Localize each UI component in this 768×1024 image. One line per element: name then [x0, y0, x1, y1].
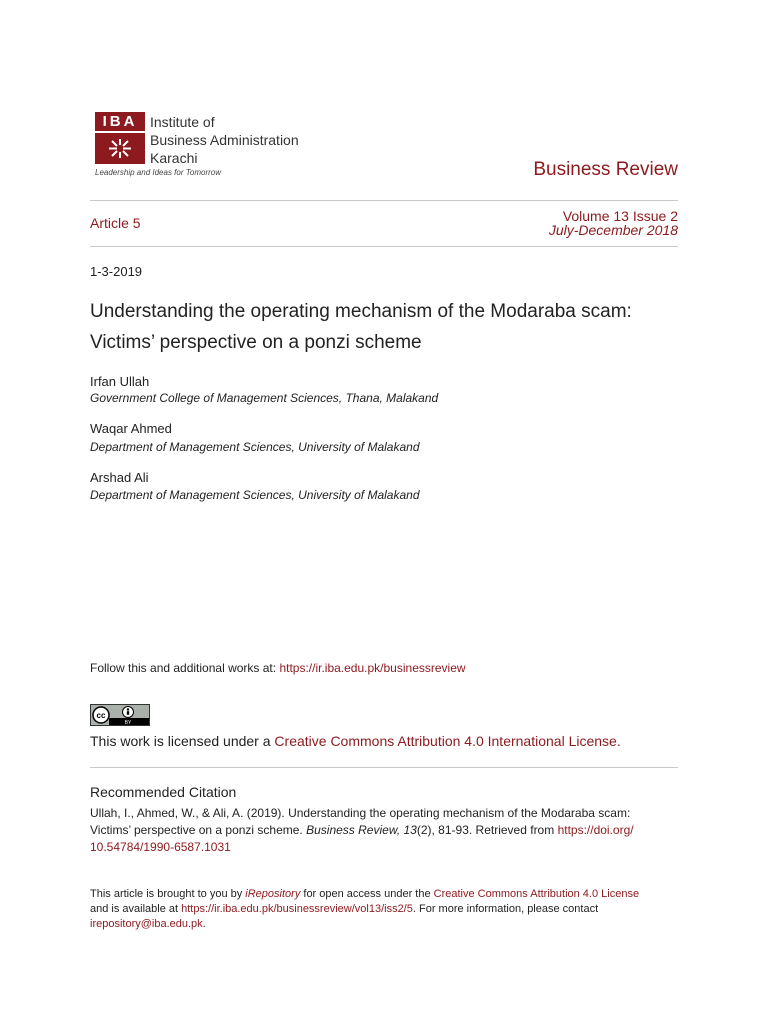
follow-text: Follow this and additional works at: [90, 661, 280, 675]
footer-text: for open access under the [300, 888, 434, 900]
author-name[interactable]: Arshad Ali [90, 470, 149, 485]
footer-text: . [202, 918, 206, 930]
citation-doi-link[interactable]: https://doi.org/ [557, 823, 634, 837]
citation-title-end: Victims’ perspective on a ponzi scheme. [90, 823, 307, 837]
author-affiliation: Government College of Management Sciences, Thana, Malakand [90, 391, 439, 405]
divider [90, 200, 678, 201]
license-period: . [616, 733, 621, 749]
citation-line-1: Ullah, I., Ahmed, W., & Ali, A. (2019). Understanding the operating mechanism of the Modaraba scam: [90, 806, 631, 820]
citation-heading: Recommended Citation [90, 784, 237, 800]
citation-issue: (2), 81-93. Retrieved from [416, 823, 558, 837]
follow-link[interactable]: https://ir.iba.edu.pk/businessreview [279, 661, 466, 675]
iba-logo [95, 112, 305, 182]
author-affiliation: Department of Management Sciences, University of Malakand [90, 488, 420, 502]
badge-by-text: BY [124, 720, 132, 725]
license-link[interactable]: Creative Commons Attribution 4.0 International License [274, 733, 617, 749]
author-affiliation: Department of Management Sciences, University of Malakand [90, 440, 420, 454]
logo-line-2: Business Administration [150, 132, 299, 148]
article-label[interactable]: Article 5 [90, 215, 141, 231]
journal-name[interactable]: Business Review [533, 159, 678, 180]
divider [90, 246, 678, 247]
iba-emblem [95, 133, 145, 164]
license-text: This work is licensed under a [90, 733, 275, 749]
citation-line-2 [90, 822, 690, 839]
emblem-icon [95, 133, 145, 164]
logo-tagline: Leadership and Ideas for Tomorrow [95, 168, 221, 177]
article-url-link[interactable]: https://ir.iba.edu.pk/businessreview/vol13/iss2/5 [181, 903, 413, 915]
footer-line-2 [90, 902, 690, 917]
citation-text [90, 805, 690, 856]
logo-line-3: Karachi [150, 150, 198, 166]
repository-link[interactable]: iRepository [245, 888, 301, 900]
footer-text: and is available at [90, 903, 182, 915]
article-title [90, 296, 690, 358]
author-name[interactable]: Irfan Ullah [90, 374, 150, 389]
footer-note [90, 887, 690, 932]
contact-email-link[interactable]: irepository@iba.edu.pk [90, 918, 203, 930]
citation-journal: Business Review, 13 [306, 823, 417, 837]
footer-license-link[interactable]: Creative Commons Attribution 4.0 License [433, 888, 640, 900]
publication-date: 1-3-2019 [90, 264, 143, 279]
citation-doi-link-cont[interactable]: 10.54784/1990-6587.1031 [90, 840, 231, 854]
title-line-2: Victims’ perspective on a ponzi scheme [90, 332, 422, 353]
volume-issue[interactable]: Volume 13 Issue 2 [562, 208, 678, 224]
title-line-1: Understanding the operating mechanism of the Modaraba scam: [90, 301, 632, 322]
footer-text: This article is brought to you by [90, 888, 246, 900]
license-line [90, 733, 621, 749]
footer-text: . For more information, please contact [412, 903, 599, 915]
follow-line [90, 661, 466, 675]
iba-mark [95, 112, 145, 164]
svg-text:cc: cc [96, 711, 106, 720]
issue-period: July-December 2018 [548, 222, 678, 238]
iba-mark-text: IBA [95, 112, 145, 131]
author-name[interactable]: Waqar Ahmed [90, 421, 172, 436]
logo-line-1: Institute of [150, 114, 215, 130]
footer-line-3 [90, 917, 690, 932]
cc-by-badge-icon [91, 705, 149, 725]
footer-line-1 [90, 887, 690, 902]
divider [90, 767, 678, 768]
cc-license-badge[interactable] [90, 704, 150, 726]
